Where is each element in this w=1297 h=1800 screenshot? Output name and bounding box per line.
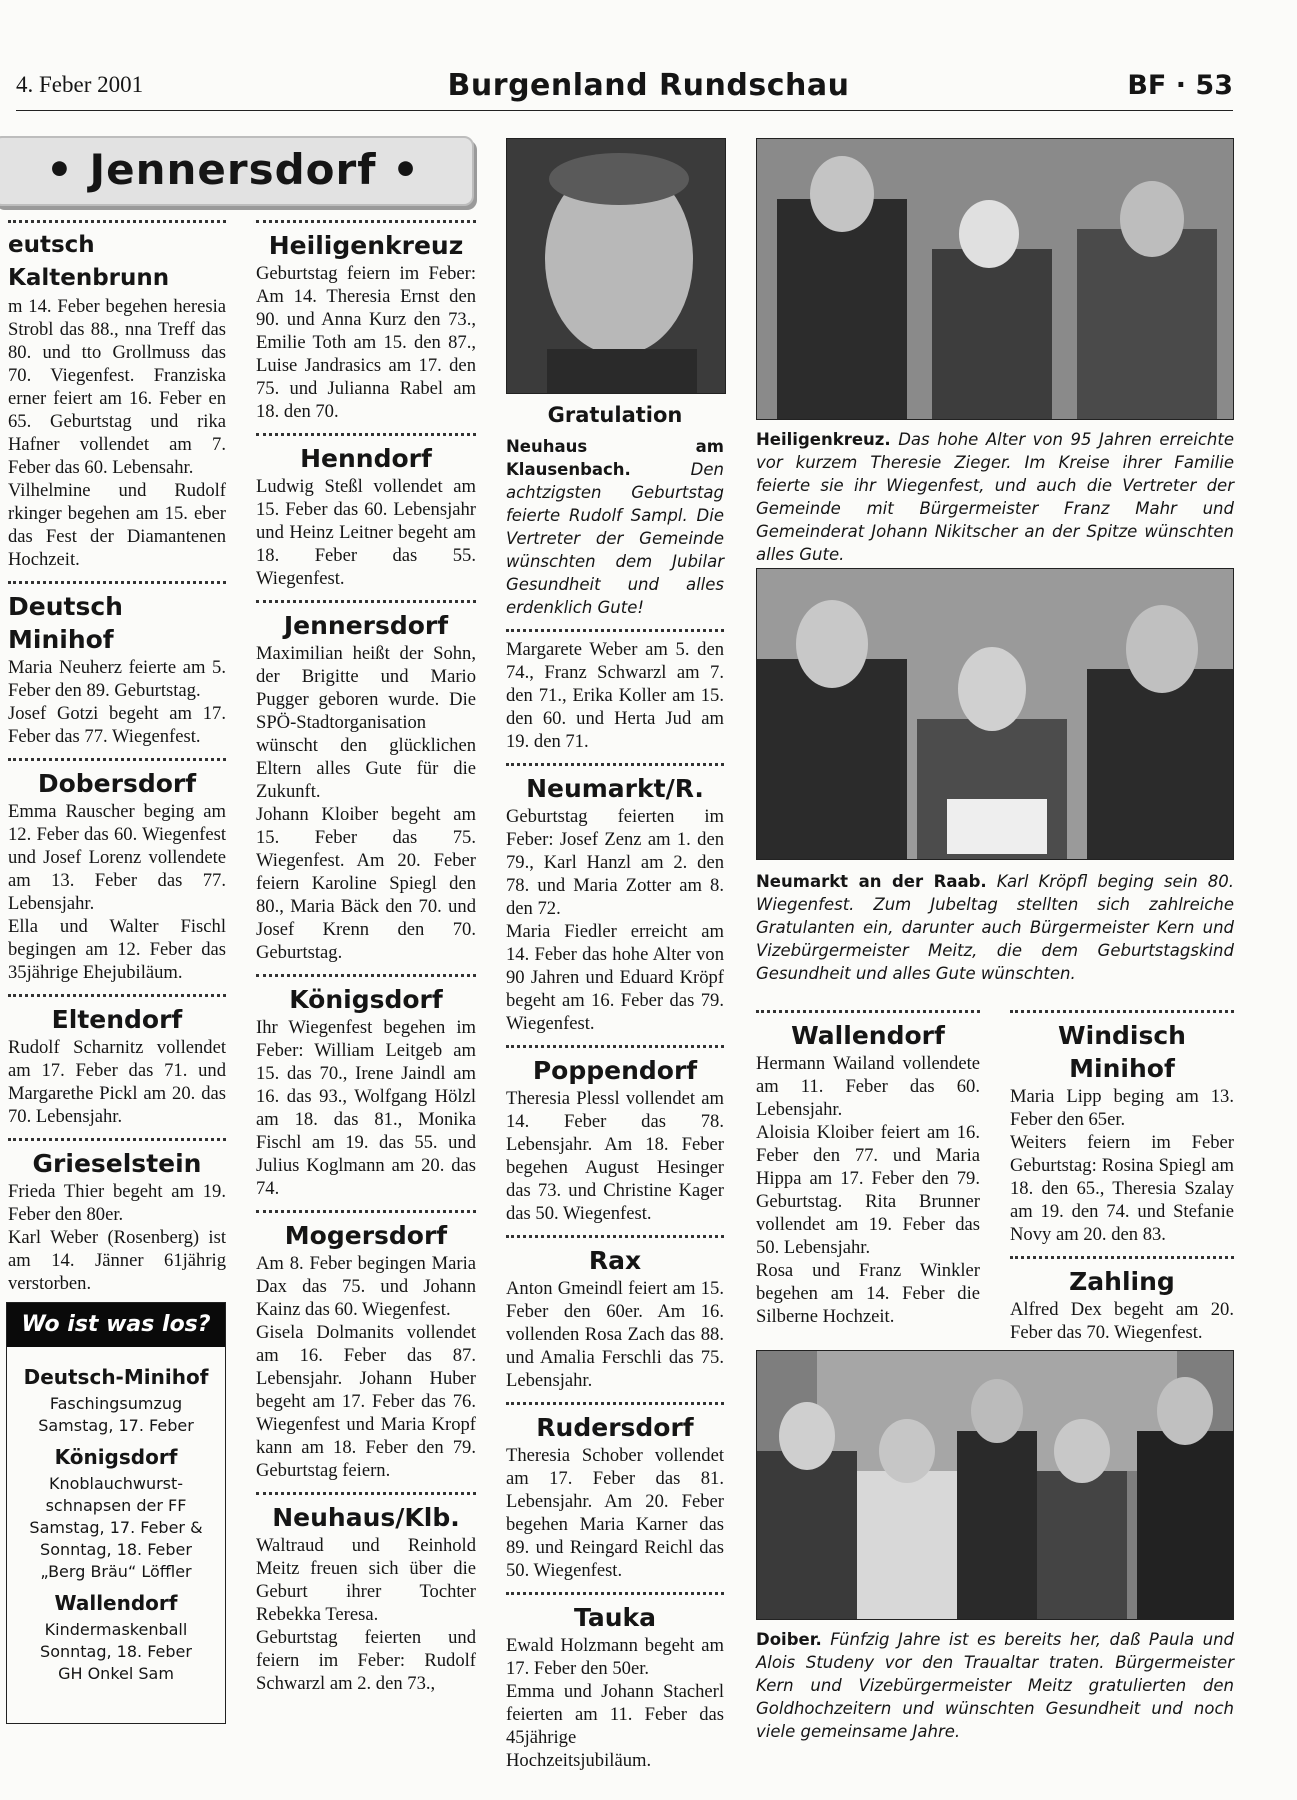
article-text: Geburtstag feierten und feiern im Feber: Rudolf Schwarzl am 2. den 73., xyxy=(256,1627,476,1694)
article-title: Windisch Minihof xyxy=(1058,1021,1186,1083)
dotted-divider xyxy=(506,1402,724,1405)
dotted-divider xyxy=(1010,1256,1234,1259)
article-text: Maximilian heißt der Sohn, der Brigitte und Mario Pugger geboren wurde. Die SPÖ-Stadtorganisation wünscht den glücklichen Eltern alles Gute für die Zukunft. xyxy=(256,643,476,802)
article-text: Maria Fiedler erreicht am 14. Feber das hohe Alter von 90 Jahren und Eduard Kröpf begeht am 16. Feber das 79. Wiegenfest. xyxy=(506,921,724,1034)
dotted-divider xyxy=(506,629,724,632)
dotted-divider xyxy=(256,1492,476,1495)
photo-neumarkt xyxy=(756,568,1234,860)
article-text: Alfred Dex begeht am 20. Feber das 70. Wiegenfest. xyxy=(1010,1299,1234,1343)
article-text: Aloisia Kloiber feiert am 16. Feber den 77. und Maria Hippa am 17. Feber den 79. Geburtstag. Rita Brunner vollendet am 19. Feber das 50. Lebensjahr. xyxy=(756,1122,980,1258)
gratulation-title: Gratulation xyxy=(547,403,683,427)
dotted-divider xyxy=(256,220,476,223)
article-rax xyxy=(506,1235,724,1392)
group-photo-illustration xyxy=(757,139,1233,419)
article-heiligenkreuz xyxy=(256,220,476,423)
article-title: Poppendorf xyxy=(532,1056,698,1085)
article-text: Ewald Holzmann begeht am 17. Feber den 50er. xyxy=(506,1635,724,1679)
event-line: Faschingsumzug xyxy=(49,1394,183,1413)
event-place: Wallendorf xyxy=(54,1591,178,1615)
article-text: Theresia Schober vollendet am 17. Feber das 81. Lebensjahr. Am 20. Feber begehen Maria Karner das 89. und Reingard Reichl das 50. Wiegenfest. xyxy=(506,1445,724,1581)
article-title: Rax xyxy=(588,1246,642,1275)
event-line: Sonntag, 18. Feber xyxy=(40,1642,192,1661)
newspaper-title: Burgenland Rundschau xyxy=(447,68,850,103)
dotted-divider xyxy=(1010,1010,1234,1013)
dotted-divider xyxy=(506,763,724,766)
events-box xyxy=(6,1302,226,1724)
article-text: Geburtstag feiern im Feber: Am 14. Theresia Ernst den 90. und Anna Kurz den 73., Emilie Toth am 15. den 87., Luise Jandrasics am 17. den 75. und Julianna Rabel am 18. den 70. xyxy=(256,263,476,422)
caption-place: Heiligenkreuz. xyxy=(756,430,891,449)
caption-place: Neumarkt an der Raab. xyxy=(756,872,987,891)
article-text: Theresia Plessl vollendet am 14. Feber das 78. Lebensjahr. Am 18. Feber begehen August Hesinger das 73. und Christine Kager das 50. Wiegenfest. xyxy=(506,1088,724,1224)
article-text: Hermann Wailand vollendete am 11. Feber das 60. Lebensjahr. xyxy=(756,1053,980,1120)
article-text: Josef Gotzi begeht am 17. Feber das 77. Wiegenfest. xyxy=(8,703,226,747)
article-text: Karl Weber (Rosenberg) ist am 14. Jänner 61jährig verstorben. xyxy=(8,1227,226,1294)
article-title: Zahling xyxy=(1069,1267,1175,1296)
article-title: Königsdorf xyxy=(289,985,443,1014)
article-tauka xyxy=(506,1592,724,1772)
event-place: Deutsch-Minihof xyxy=(23,1365,209,1389)
article-text: Rudolf Scharnitz vollendet am 17. Feber das 71. und Margarethe Pickl am 20. das 70. Lebensjahr. xyxy=(8,1037,226,1127)
gratulation-text xyxy=(506,435,724,619)
dotted-divider xyxy=(506,1235,724,1238)
gratulation-body: Den achtzigsten Geburtstag feierte Rudolf Sampl. Die Vertreter der Gemeinde wünschten dem Jubilar Gesundheit und alles erdenklich Gute! xyxy=(506,460,724,617)
article-text: Am 8. Feber begingen Maria Dax das 75. und Johann Kainz das 60. Wiegenfest. xyxy=(256,1253,476,1320)
event-line: „Berg Bräu“ Löffler xyxy=(40,1562,192,1581)
article-title: eutsch Kaltenbrunn xyxy=(8,232,170,291)
dotted-divider xyxy=(256,433,476,436)
article-title: Neuhaus/Klb. xyxy=(272,1503,460,1532)
article-text: Maria Neuherz feierte am 5. Feber den 89. Geburtstag. xyxy=(8,657,226,701)
dotted-divider xyxy=(8,220,226,223)
article-title: Dobersdorf xyxy=(37,769,197,798)
article-title: Neumarkt/R. xyxy=(526,774,704,803)
article-title: Tauka xyxy=(574,1603,656,1632)
event-line: GH Onkel Sam xyxy=(58,1664,174,1683)
column-2 xyxy=(256,220,476,1695)
column-3 xyxy=(506,404,724,1772)
article-title: Mogersdorf xyxy=(284,1221,448,1250)
article-rudersdorf xyxy=(506,1402,724,1582)
article-text: Maria Lipp beging am 13. Feber den 65er. xyxy=(1010,1086,1234,1130)
article-text: Frieda Thier begeht am 19. Feber den 80er. xyxy=(8,1181,226,1225)
gratulation-place: Neuhaus am Klausenbach. xyxy=(506,437,724,479)
article-title: Rudersdorf xyxy=(536,1413,694,1442)
dotted-divider xyxy=(506,1045,724,1048)
dotted-divider xyxy=(8,758,226,761)
section-banner xyxy=(0,136,474,206)
article-text: Ludwig Steßl vollendet am 15. Feber das 60. Lebensjahr und Heinz Leitner begeht am 18. Feber das 55. Wiegenfest. xyxy=(256,476,476,589)
caption-text: Das hohe Alter von 95 Jahren erreichte vor kurzem Theresie Zieger. Im Kreise ihrer Familie feierte sie ihr Wiegenfest, und auch die Vertreter der Gemeinde mit Bürgermeister Franz Mahr und Gemeinderat Johann Nikitscher an der Spitze wünschten alles Gute. xyxy=(756,430,1234,564)
article-text: Johann Kloiber begeht am 15. Feber das 75. Wiegenfest. Am 20. Feber feiern Karoline Spiegl den 80., Maria Bäck den 70. und Josef Krenn den 70. Geburtstag. xyxy=(256,804,476,963)
issue-date: 4. Feber 2001 xyxy=(16,72,144,97)
article-title: Deutsch Minihof xyxy=(8,592,123,654)
event-line: Kindermaskenball xyxy=(44,1620,188,1639)
article-neumarkt xyxy=(506,763,724,1035)
event-line: schnapsen der FF xyxy=(45,1496,187,1515)
event-place: Königsdorf xyxy=(54,1445,178,1469)
article-title: Henndorf xyxy=(300,444,432,473)
article-wallendorf xyxy=(756,1010,980,1328)
page-number: BF · 53 xyxy=(1127,70,1233,101)
dotted-divider xyxy=(756,1010,980,1013)
event-line: Knoblauchwurst- xyxy=(48,1474,184,1493)
caption-place: Doiber. xyxy=(756,1630,822,1649)
article-dobersdorf xyxy=(8,758,226,984)
article-text: Rosa und Franz Winkler begehen am 14. Feber die Silberne Hochzeit. xyxy=(756,1260,980,1327)
article-deutsch-minihof xyxy=(8,581,226,748)
group-photo-illustration xyxy=(757,1351,1233,1619)
article-koenigsdorf xyxy=(256,974,476,1200)
caption-text: Karl Kröpfl beging sein 80. Wiegenfest. Zum Jubeltag stellten sich zahlreiche Gratulanten ein, darunter auch Bürgermeister Kern und Vizebürgermeister Meitz, die dem Geburtstagskind Gesundheit und alles Gute wünschten. xyxy=(756,872,1234,983)
portrait-photo xyxy=(506,138,726,394)
dotted-divider xyxy=(256,974,476,977)
article-title: Wallendorf xyxy=(791,1021,945,1050)
article-title: Eltendorf xyxy=(51,1005,183,1034)
article-text: Margarete Weber am 5. den 74., Franz Schwarzl am 7. den 71., Erika Koller am 15. den 60. und Herta Jud am 19. den 71. xyxy=(506,639,724,752)
article-jennersdorf xyxy=(256,600,476,964)
article-text: m 14. Feber begehen heresia Strobl das 88., nna Treff das 80. und tto Grollmuss das 70. Viegenfest. Franziska erner feiert am 16. Feber en 65. Geburtstag und rika Hafner vollendet am 7. Feber das 60. Lebensahr. xyxy=(8,296,226,478)
photo-heiligenkreuz xyxy=(756,138,1234,420)
photo-doiber xyxy=(756,1350,1234,1620)
article-text: Ihr Wiegenfest begehen im Feber: William Leitgeb am 15. das 70., Irene Jaindl am 16. das 93., Wolfgang Hölzl am 18. das 81., Monika Fischl am 19. das 55. und Julius Koglmann am 20. das 74. xyxy=(256,1017,476,1199)
article-kaltenbrunn xyxy=(8,220,226,571)
article-title: Jennersdorf xyxy=(283,611,449,640)
dotted-divider xyxy=(8,581,226,584)
event-line: Sonntag, 18. Feber xyxy=(40,1540,192,1559)
article-text: Vilhelmine und Rudolf rkinger begehen am 15. eber das Fest der Diamantenen Hochzeit. xyxy=(8,480,226,570)
article-text: Waltraud und Reinhold Meitz freuen sich über die Geburt ihrer Tochter Rebekka Teresa. xyxy=(256,1535,476,1625)
dotted-divider xyxy=(256,1210,476,1213)
dotted-divider xyxy=(506,1592,724,1595)
article-title: Heiligenkreuz xyxy=(268,231,464,260)
event-line: Samstag, 17. Feber & xyxy=(29,1518,203,1537)
events-box-title: Wo ist was los? xyxy=(7,1303,225,1347)
caption-heiligenkreuz xyxy=(756,428,1234,566)
article-henndorf xyxy=(256,433,476,590)
caption-neumarkt xyxy=(756,870,1234,985)
column-1 xyxy=(8,220,226,1295)
header-rule xyxy=(16,110,1233,111)
article-mogersdorf xyxy=(256,1210,476,1482)
article-eltendorf xyxy=(8,994,226,1128)
article-text: Geburtstag feierten im Feber: Josef Zenz am 1. den 79., Karl Hanzl am 2. den 78. und Maria Zotter am 8. den 72. xyxy=(506,806,724,919)
article-text: Emma Rauscher beging am 12. Feber das 60. Wiegenfest und Josef Lorenz vollendete am 13. Feber das 77. Lebensjahr. xyxy=(8,801,226,914)
section-banner-text: • Jennersdorf • xyxy=(46,145,420,194)
portrait-illustration xyxy=(507,139,725,393)
article-text: Ella und Walter Fischl begingen am 12. Feber das 35jährige Ehejubiläum. xyxy=(8,916,226,983)
article-title: Grieselstein xyxy=(32,1149,202,1178)
caption-text: Fünfzig Jahre ist es bereits her, daß Paula und Alois Studeny vor den Traualtar traten. Bürgermeister Kern und Vizebürgermeister Meitz gratulierten den Goldhochzeitern und wünschten Gesundheit und noch viele gemeinsame Jahre. xyxy=(756,1630,1235,1741)
article-windisch-minihof xyxy=(1010,1010,1234,1344)
article-text: Emma und Johann Stacherl feierten am 11. Feber das 45jährige Hochzeitsjubiläum. xyxy=(506,1681,724,1771)
group-photo-illustration xyxy=(757,569,1233,859)
dotted-divider xyxy=(8,994,226,997)
article-text: Gisela Dolmanits vollendet am 16. Feber das 87. Lebensjahr. Johann Huber begeht am 17. Feber das 76. Wiegenfest und Maria Kropf kann am 18. Feber den 79. Geburtstag feiern. xyxy=(256,1322,476,1481)
dotted-divider xyxy=(256,600,476,603)
article-poppendorf xyxy=(506,1045,724,1225)
caption-doiber xyxy=(756,1628,1234,1743)
article-text: Weiters feiern im Feber Geburtstag: Rosina Spiegl am 18. den 65., Theresia Szalay am 19. den 74. und Stefanie Novy am 20. den 83. xyxy=(1010,1132,1234,1245)
dotted-divider xyxy=(8,1138,226,1141)
article-neuhaus xyxy=(256,1492,476,1695)
article-text: Anton Gmeindl feiert am 15. Feber den 60er. Am 16. vollenden Rosa Zach das 88. und Amalia Ferschli das 75. Lebensjahr. xyxy=(506,1278,724,1391)
event-line: Samstag, 17. Feber xyxy=(38,1416,194,1435)
article-grieselstein xyxy=(8,1138,226,1295)
